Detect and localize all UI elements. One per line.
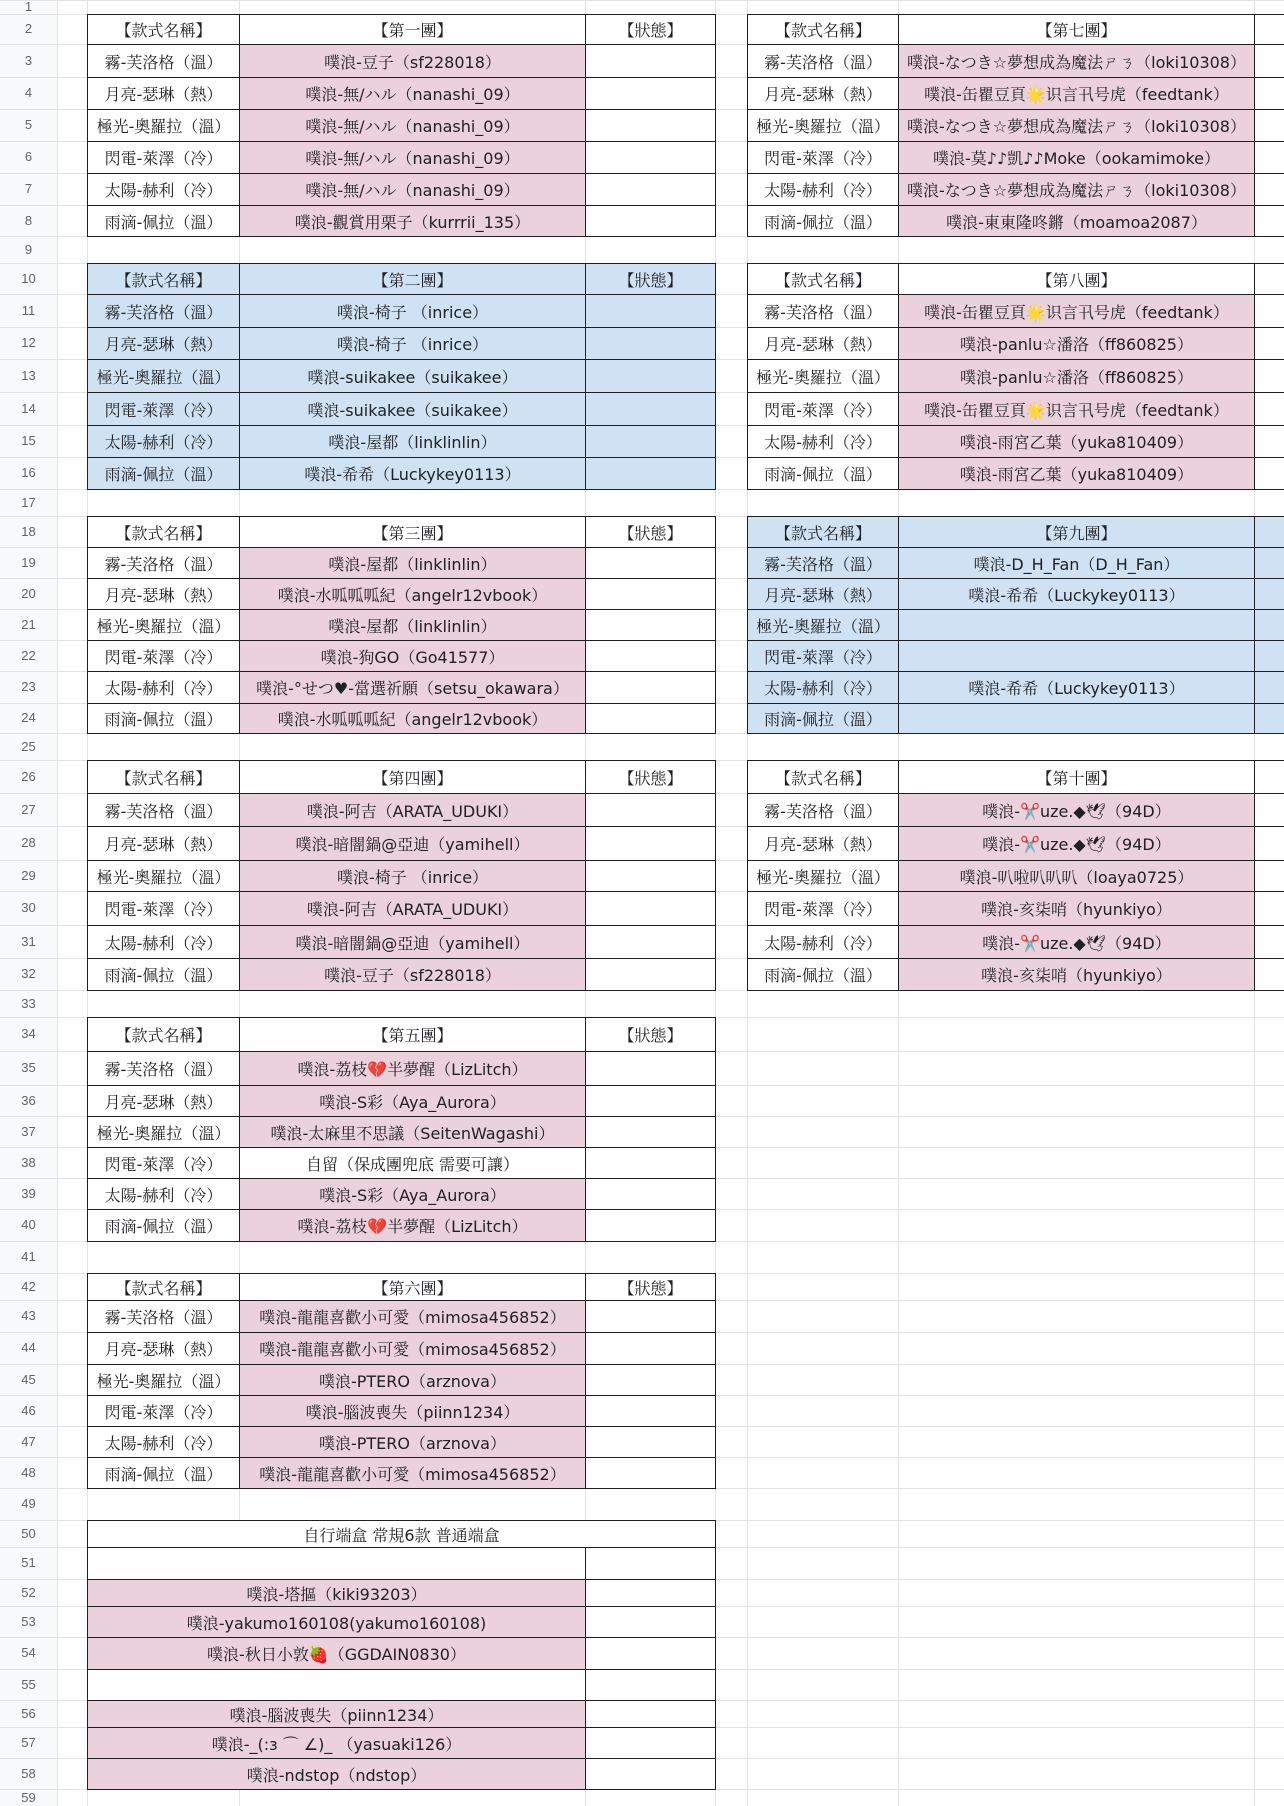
member-cell[interactable]: 噗浪-PTERO（arznova） xyxy=(239,1426,586,1458)
member-cell[interactable]: 噗浪-腦波喪失（piinn1234） xyxy=(239,1395,586,1427)
status-cell[interactable] xyxy=(585,891,716,926)
member-cell[interactable]: 噗浪-椅子 （inrice） xyxy=(239,860,586,892)
status-cell[interactable] xyxy=(1254,891,1284,926)
member-cell[interactable]: 噗浪-S彩（Aya_Aurora） xyxy=(239,1085,586,1117)
status-cell[interactable] xyxy=(1254,860,1284,892)
style-name-cell[interactable]: 霧-芙洛格（溫） xyxy=(87,294,240,328)
style-name-cell[interactable]: 閃電-萊澤（冷） xyxy=(747,392,899,426)
member-cell[interactable]: 噗浪-雨宮乙葉（yuka810409） xyxy=(898,425,1255,458)
member-cell[interactable]: 噗浪-希希（Luckykey0113） xyxy=(239,457,586,490)
member-cell[interactable] xyxy=(898,640,1255,672)
status-cell[interactable] xyxy=(1254,392,1284,426)
style-header-cell: 【款式名稱】 xyxy=(87,1017,240,1052)
status-cell[interactable] xyxy=(1254,205,1284,237)
row-number[interactable]: 18 xyxy=(21,524,36,539)
status-header-cell: 【狀態】 xyxy=(585,1017,716,1052)
member-cell[interactable]: 噗浪-椅子 （inrice） xyxy=(239,327,586,360)
status-cell[interactable] xyxy=(1254,173,1284,206)
group-title: 【第八團】 xyxy=(898,263,1255,295)
style-name-cell[interactable]: 月亮-瑟琳（熱） xyxy=(87,1332,240,1365)
member-cell[interactable]: 噗浪-亥柒哨（hyunkiyo） xyxy=(898,891,1255,926)
style-name-cell[interactable]: 雨滴-佩拉（溫） xyxy=(87,457,240,490)
status-cell[interactable] xyxy=(1254,640,1284,672)
row-number[interactable]: 8 xyxy=(24,213,33,228)
row-number[interactable]: 6 xyxy=(24,149,33,164)
style-name-cell[interactable]: 霧-芙洛格（溫） xyxy=(87,793,240,827)
row-number[interactable]: 17 xyxy=(21,495,36,510)
member-cell[interactable]: 噗浪-水呱呱呱紀（angelr12vbook） xyxy=(239,703,586,734)
group-title: 【第一團】 xyxy=(239,14,586,45)
member-cell[interactable]: 噗浪-阿吉（ARATA_UDUKI） xyxy=(239,891,586,926)
status-cell[interactable] xyxy=(1254,609,1284,641)
member-cell[interactable]: 噗浪-屋都（linklinlin） xyxy=(239,609,586,641)
style-name-cell[interactable]: 雨滴-佩拉（溫） xyxy=(747,205,899,237)
status-cell[interactable] xyxy=(585,77,716,110)
member-cell[interactable] xyxy=(898,703,1255,734)
style-name-cell[interactable]: 月亮-瑟琳（熱） xyxy=(87,826,240,861)
blank-cell[interactable] xyxy=(87,1547,586,1580)
row-number[interactable]: 40 xyxy=(21,1217,36,1232)
member-cell[interactable]: 噗浪-PTERO（arznova） xyxy=(239,1364,586,1396)
row-number[interactable]: 58 xyxy=(21,1766,36,1781)
member-cell[interactable]: 噗浪-なつき☆夢想成為魔法ㄕㄋ（loki10308） xyxy=(898,173,1255,206)
row-number[interactable]: 44 xyxy=(21,1340,36,1355)
blank-cell[interactable] xyxy=(585,1669,716,1701)
member-cell[interactable]: 噗浪-阿吉（ARATA_UDUKI） xyxy=(239,793,586,827)
status-cell[interactable] xyxy=(585,141,716,174)
style-header-cell: 【款式名稱】 xyxy=(747,263,899,295)
status-cell[interactable] xyxy=(585,826,716,861)
style-name-cell[interactable]: 太陽-赫利（冷） xyxy=(747,925,899,959)
row-number[interactable]: 46 xyxy=(21,1403,36,1418)
status-cell[interactable] xyxy=(585,173,716,206)
style-header-cell: 【款式名稱】 xyxy=(87,1273,240,1301)
row-number[interactable]: 51 xyxy=(21,1555,36,1570)
member-cell[interactable]: 噗浪-無/ハル（nanashi_09） xyxy=(239,173,586,206)
style-name-cell[interactable]: 太陽-赫利（冷） xyxy=(747,671,899,704)
status-cell[interactable] xyxy=(585,327,716,360)
status-cell[interactable] xyxy=(585,1085,716,1117)
member-cell[interactable]: 噗浪-東東隆咚鏘（moamoa2087） xyxy=(898,205,1255,237)
row-number[interactable]: 56 xyxy=(21,1706,36,1721)
status-cell[interactable] xyxy=(585,1727,716,1759)
row-number[interactable]: 10 xyxy=(21,271,36,286)
member-cell[interactable]: 噗浪-狗GO（Go41577） xyxy=(239,640,586,672)
status-cell[interactable] xyxy=(1254,671,1284,704)
row-number[interactable]: 25 xyxy=(21,739,36,754)
status-cell[interactable] xyxy=(585,640,716,672)
member-cell[interactable]: 噗浪-缶瞿豆頁🌟识言卂号虎（feedtank） xyxy=(898,77,1255,110)
row-number[interactable]: 42 xyxy=(21,1279,36,1294)
row-number[interactable]: 20 xyxy=(21,586,36,601)
row-number[interactable]: 3 xyxy=(24,53,33,68)
member-cell[interactable]: 噗浪-暗闇鍋@亞迪（yamihell） xyxy=(239,826,586,861)
status-cell[interactable] xyxy=(1254,327,1284,360)
status-cell[interactable] xyxy=(585,1209,716,1242)
member-cell[interactable]: 噗浪-椅子 （inrice） xyxy=(239,294,586,328)
status-cell[interactable] xyxy=(1254,958,1284,991)
row-number[interactable]: 35 xyxy=(21,1060,36,1075)
style-name-cell[interactable]: 雨滴-佩拉（溫） xyxy=(87,958,240,991)
status-header-cell: 【狀態】 xyxy=(585,760,716,794)
row-number[interactable]: 9 xyxy=(24,242,33,257)
group-title: 【第九團】 xyxy=(898,516,1255,548)
style-name-cell[interactable]: 雨滴-佩拉（溫） xyxy=(747,703,899,734)
gridline-vertical xyxy=(57,0,58,1806)
status-cell[interactable] xyxy=(1254,77,1284,110)
row-number[interactable]: 39 xyxy=(21,1186,36,1201)
member-cell[interactable]: 噗浪-無/ハル（nanashi_09） xyxy=(239,77,586,110)
gridline-horizontal xyxy=(0,0,1284,1)
row-number[interactable]: 59 xyxy=(21,1790,36,1805)
status-cell[interactable] xyxy=(585,1700,716,1728)
row-number[interactable]: 43 xyxy=(21,1308,36,1323)
status-cell[interactable] xyxy=(585,958,716,991)
row-number[interactable]: 21 xyxy=(21,617,36,632)
row-number[interactable]: 5 xyxy=(24,117,33,132)
member-cell[interactable]: 噗浪-荔枝💔半夢醒（LizLitch） xyxy=(239,1051,586,1086)
member-cell[interactable]: 噗浪-莫♪♪凱♪♪Moke（ookamimoke） xyxy=(898,141,1255,174)
member-cell[interactable]: 噗浪-suikakee（suikakee） xyxy=(239,392,586,426)
style-name-cell[interactable]: 極光-奧羅拉（溫） xyxy=(87,1364,240,1396)
style-name-cell[interactable]: 極光-奧羅拉（溫） xyxy=(87,359,240,393)
box-member-cell[interactable]: 噗浪-ndstop（ndstop） xyxy=(87,1758,586,1790)
status-cell[interactable] xyxy=(1254,425,1284,458)
style-name-cell[interactable]: 雨滴-佩拉（溫） xyxy=(87,1457,240,1489)
row-number[interactable]: 7 xyxy=(24,181,33,196)
status-header-cell: 【狀態】 xyxy=(585,263,716,295)
status-cell[interactable] xyxy=(585,359,716,393)
style-name-cell[interactable]: 閃電-萊澤（冷） xyxy=(87,1147,240,1179)
member-cell[interactable]: 噗浪-無/ハル（nanashi_09） xyxy=(239,109,586,142)
blank-cell[interactable] xyxy=(87,1669,586,1701)
row-number[interactable]: 16 xyxy=(21,465,36,480)
member-cell[interactable]: 噗浪-屋都（linklinlin） xyxy=(239,547,586,579)
row-number[interactable]: 50 xyxy=(21,1526,36,1541)
member-cell[interactable]: 噗浪-希希（Luckykey0113） xyxy=(898,671,1255,704)
member-cell[interactable]: 噗浪-希希（Luckykey0113） xyxy=(898,578,1255,610)
row-number[interactable]: 12 xyxy=(21,335,36,350)
status-cell[interactable] xyxy=(585,1051,716,1086)
row-number[interactable]: 34 xyxy=(21,1026,36,1041)
style-name-cell[interactable]: 閃電-萊澤（冷） xyxy=(747,640,899,672)
style-name-cell[interactable]: 月亮-瑟琳（熱） xyxy=(87,578,240,610)
status-cell[interactable] xyxy=(585,1178,716,1210)
group-title: 【第六團】 xyxy=(239,1273,586,1301)
status-header-cell: 【狀態】 xyxy=(585,14,716,45)
status-cell[interactable] xyxy=(585,1116,716,1148)
row-number[interactable]: 31 xyxy=(21,934,36,949)
style-name-cell[interactable]: 太陽-赫利（冷） xyxy=(87,425,240,458)
group-title: 【第四團】 xyxy=(239,760,586,794)
style-name-cell[interactable]: 極光-奧羅拉（溫） xyxy=(87,609,240,641)
style-name-cell[interactable]: 太陽-赫利（冷） xyxy=(87,173,240,206)
member-cell[interactable]: 噗浪-叭啦叭叭叭（loaya0725） xyxy=(898,860,1255,892)
status-cell[interactable] xyxy=(585,1606,716,1638)
status-header-cell: 【狀態】 xyxy=(585,1273,716,1301)
member-cell[interactable]: 噗浪-なつき☆夢想成為魔法ㄕㄋ（loki10308） xyxy=(898,109,1255,142)
status-cell[interactable] xyxy=(1254,547,1284,579)
member-cell[interactable]: 噗浪-S彩（Aya_Aurora） xyxy=(239,1178,586,1210)
group-title: 【第五團】 xyxy=(239,1017,586,1052)
status-cell[interactable] xyxy=(585,392,716,426)
style-name-cell[interactable]: 閃電-萊澤（冷） xyxy=(87,1395,240,1427)
status-cell[interactable] xyxy=(585,1300,716,1333)
status-cell[interactable] xyxy=(585,1364,716,1396)
style-name-cell[interactable]: 雨滴-佩拉（溫） xyxy=(87,703,240,734)
member-cell[interactable]: 噗浪-暗闇鍋@亞迪（yamihell） xyxy=(239,925,586,959)
group-title: 【第七團】 xyxy=(898,14,1255,45)
row-number[interactable]: 30 xyxy=(21,900,36,915)
status-column-cell xyxy=(1254,760,1284,794)
style-name-cell[interactable]: 太陽-赫利（冷） xyxy=(87,671,240,704)
row-number[interactable]: 33 xyxy=(21,996,36,1011)
box-member-cell[interactable]: 噗浪-塔摳（kiki93203） xyxy=(87,1579,586,1607)
style-name-cell[interactable]: 月亮-瑟琳（熱） xyxy=(87,1085,240,1117)
member-cell[interactable]: 噗浪-觀賞用栗子（kurrrii_135） xyxy=(239,205,586,237)
status-cell[interactable] xyxy=(1254,141,1284,174)
member-cell[interactable] xyxy=(898,609,1255,641)
style-header-cell: 【款式名稱】 xyxy=(87,14,240,45)
box-member-cell[interactable]: 噗浪-秋日小敦🍓（GGDAIN0830） xyxy=(87,1637,586,1670)
member-cell[interactable]: 噗浪-豆子（sf228018） xyxy=(239,958,586,991)
group-title: 【第十團】 xyxy=(898,760,1255,794)
style-name-cell[interactable]: 雨滴-佩拉（溫） xyxy=(87,205,240,237)
member-cell[interactable]: 噗浪-雨宮乙葉（yuka810409） xyxy=(898,457,1255,490)
style-name-cell[interactable]: 月亮-瑟琳（熱） xyxy=(87,77,240,110)
style-header-cell: 【款式名稱】 xyxy=(747,516,899,548)
status-cell[interactable] xyxy=(585,205,716,237)
style-name-cell[interactable]: 極光-奧羅拉（溫） xyxy=(747,609,899,641)
row-number[interactable]: 52 xyxy=(21,1585,36,1600)
box-section-title: 自行端盒 常規6款 普通端盒 xyxy=(87,1520,716,1548)
status-cell[interactable] xyxy=(1254,826,1284,861)
style-name-cell[interactable]: 月亮-瑟琳（熱） xyxy=(87,327,240,360)
row-number[interactable]: 24 xyxy=(21,710,36,725)
style-name-cell[interactable]: 極光-奧羅拉（溫） xyxy=(747,109,899,142)
style-header-cell: 【款式名稱】 xyxy=(87,263,240,295)
style-header-cell: 【款式名稱】 xyxy=(747,760,899,794)
row-number[interactable]: 55 xyxy=(21,1677,36,1692)
row-number[interactable]: 2 xyxy=(24,21,33,36)
style-name-cell[interactable]: 極光-奧羅拉（溫） xyxy=(747,860,899,892)
style-name-cell[interactable]: 極光-奧羅拉（溫） xyxy=(87,109,240,142)
row-number[interactable]: 29 xyxy=(21,868,36,883)
style-name-cell[interactable]: 霧-芙洛格（溫） xyxy=(87,547,240,579)
row-number[interactable]: 26 xyxy=(21,769,36,784)
style-name-cell[interactable]: 太陽-赫利（冷） xyxy=(747,425,899,458)
status-cell[interactable] xyxy=(585,109,716,142)
status-cell[interactable] xyxy=(585,671,716,704)
style-name-cell[interactable]: 閃電-萊澤（冷） xyxy=(747,891,899,926)
row-number[interactable]: 11 xyxy=(21,303,36,318)
member-cell[interactable]: 噗浪-D_H_Fan（D_H_Fan） xyxy=(898,547,1255,579)
status-cell[interactable] xyxy=(1254,109,1284,142)
style-name-cell[interactable]: 雨滴-佩拉（溫） xyxy=(87,1209,240,1242)
row-number[interactable]: 49 xyxy=(21,1496,36,1511)
status-cell[interactable] xyxy=(585,1395,716,1427)
row-number[interactable]: 22 xyxy=(21,648,36,663)
style-header-cell: 【款式名稱】 xyxy=(747,14,899,45)
status-cell[interactable] xyxy=(585,793,716,827)
row-number[interactable]: 19 xyxy=(21,555,36,570)
status-cell[interactable] xyxy=(585,578,716,610)
style-name-cell[interactable]: 霧-芙洛格（溫） xyxy=(747,44,899,78)
style-name-cell[interactable]: 閃電-萊澤（冷） xyxy=(87,392,240,426)
style-name-cell[interactable]: 極光-奧羅拉（溫） xyxy=(87,1116,240,1148)
status-cell[interactable] xyxy=(585,1457,716,1489)
row-number[interactable]: 48 xyxy=(21,1465,36,1480)
row-number[interactable]: 15 xyxy=(21,433,36,448)
style-name-cell[interactable]: 雨滴-佩拉（溫） xyxy=(747,958,899,991)
status-cell[interactable] xyxy=(585,925,716,959)
status-cell[interactable] xyxy=(1254,44,1284,78)
status-cell[interactable] xyxy=(585,294,716,328)
box-member-cell[interactable]: 噗浪-yakumo160108(yakumo160108) xyxy=(87,1606,586,1638)
style-name-cell[interactable]: 太陽-赫利（冷） xyxy=(87,925,240,959)
status-cell[interactable] xyxy=(1254,925,1284,959)
box-member-cell[interactable]: 噗浪-_(:з ⌒ ∠)_ （yasuaki126） xyxy=(87,1727,586,1759)
style-name-cell[interactable]: 閃電-萊澤（冷） xyxy=(747,141,899,174)
member-cell[interactable]: 噗浪-✂️uze.◆🕊（94D） xyxy=(898,793,1255,827)
status-cell[interactable] xyxy=(1254,457,1284,490)
style-name-cell[interactable]: 極光-奧羅拉（溫） xyxy=(747,359,899,393)
member-cell[interactable]: 噗浪-✂️uze.◆🕊（94D） xyxy=(898,925,1255,959)
style-name-cell[interactable]: 太陽-赫利（冷） xyxy=(747,173,899,206)
status-cell[interactable] xyxy=(585,44,716,78)
member-cell[interactable]: 噗浪-荔枝💔半夢醒（LizLitch） xyxy=(239,1209,586,1242)
row-number[interactable]: 14 xyxy=(21,401,36,416)
row-number[interactable]: 41 xyxy=(21,1249,36,1264)
member-cell[interactable]: 噗浪-panlu☆潘洛（ff860825） xyxy=(898,327,1255,360)
status-cell[interactable] xyxy=(585,1147,716,1179)
row-number[interactable]: 27 xyxy=(21,802,36,817)
status-header-cell: 【狀態】 xyxy=(585,516,716,548)
status-cell[interactable] xyxy=(585,703,716,734)
row-number[interactable]: 28 xyxy=(21,835,36,850)
blank-cell[interactable] xyxy=(585,1547,716,1580)
member-cell[interactable]: 噗浪-屋都（linklinlin） xyxy=(239,425,586,458)
member-cell[interactable]: 噗浪-亥柒哨（hyunkiyo） xyxy=(898,958,1255,991)
box-member-cell[interactable]: 噗浪-腦波喪失（piinn1234） xyxy=(87,1700,586,1728)
group-title: 【第三團】 xyxy=(239,516,586,548)
style-name-cell[interactable]: 月亮-瑟琳（熱） xyxy=(747,578,899,610)
row-number[interactable]: 4 xyxy=(24,85,33,100)
status-cell[interactable] xyxy=(585,1579,716,1607)
status-column-cell xyxy=(1254,14,1284,45)
style-name-cell[interactable]: 霧-芙洛格（溫） xyxy=(87,1300,240,1333)
status-cell[interactable] xyxy=(585,1758,716,1790)
row-number[interactable]: 23 xyxy=(21,679,36,694)
style-name-cell[interactable]: 閃電-萊澤（冷） xyxy=(87,141,240,174)
style-name-cell[interactable]: 閃電-萊澤（冷） xyxy=(87,640,240,672)
member-cell[interactable]: 噗浪-龍龍喜歡小可愛（mimosa456852） xyxy=(239,1457,586,1489)
row-number[interactable]: 13 xyxy=(21,368,36,383)
row-number[interactable]: 32 xyxy=(21,966,36,981)
member-cell[interactable]: 噗浪-なつき☆夢想成為魔法ㄕㄋ（loki10308） xyxy=(898,44,1255,78)
member-cell[interactable]: 噗浪-✂️uze.◆🕊（94D） xyxy=(898,826,1255,861)
member-cell[interactable]: 噗浪-°せつ♥-當選祈願（setsu_okawara） xyxy=(239,671,586,704)
row-number[interactable]: 36 xyxy=(21,1093,36,1108)
status-cell[interactable] xyxy=(585,1332,716,1365)
row-number[interactable]: 57 xyxy=(21,1735,36,1750)
status-cell[interactable] xyxy=(1254,703,1284,734)
row-number[interactable]: 45 xyxy=(21,1372,36,1387)
style-name-cell[interactable]: 月亮-瑟琳（熱） xyxy=(747,327,899,360)
status-column-cell xyxy=(1254,263,1284,295)
style-name-cell[interactable]: 霧-芙洛格（溫） xyxy=(747,793,899,827)
row-number[interactable]: 1 xyxy=(24,0,33,14)
member-cell[interactable]: 自留（保成團兜底 需要可讓） xyxy=(239,1147,586,1179)
style-name-cell[interactable]: 霧-芙洛格（溫） xyxy=(747,294,899,328)
status-cell[interactable] xyxy=(585,1637,716,1670)
member-cell[interactable]: 噗浪-龍龍喜歡小可愛（mimosa456852） xyxy=(239,1300,586,1333)
style-header-cell: 【款式名稱】 xyxy=(87,516,240,548)
member-cell[interactable]: 噗浪-龍龍喜歡小可愛（mimosa456852） xyxy=(239,1332,586,1365)
group-title: 【第二團】 xyxy=(239,263,586,295)
status-cell[interactable] xyxy=(1254,359,1284,393)
member-cell[interactable]: 噗浪-缶瞿豆頁🌟识言卂号虎（feedtank） xyxy=(898,294,1255,328)
status-cell[interactable] xyxy=(585,609,716,641)
style-name-cell[interactable]: 太陽-赫利（冷） xyxy=(87,1178,240,1210)
style-name-cell[interactable]: 閃電-萊澤（冷） xyxy=(87,891,240,926)
status-cell[interactable] xyxy=(1254,578,1284,610)
style-name-cell[interactable]: 霧-芙洛格（溫） xyxy=(87,44,240,78)
row-number[interactable]: 47 xyxy=(21,1434,36,1449)
member-cell[interactable]: 噗浪-缶瞿豆頁🌟识言卂号虎（feedtank） xyxy=(898,392,1255,426)
status-cell[interactable] xyxy=(1254,793,1284,827)
style-name-cell[interactable]: 太陽-赫利（冷） xyxy=(87,1426,240,1458)
status-cell[interactable] xyxy=(585,425,716,458)
member-cell[interactable]: 噗浪-水呱呱呱紀（angelr12vbook） xyxy=(239,578,586,610)
style-name-cell[interactable]: 雨滴-佩拉（溫） xyxy=(747,457,899,490)
member-cell[interactable]: 噗浪-豆子（sf228018） xyxy=(239,44,586,78)
member-cell[interactable]: 噗浪-panlu☆潘洛（ff860825） xyxy=(898,359,1255,393)
style-name-cell[interactable]: 月亮-瑟琳（熱） xyxy=(747,77,899,110)
style-name-cell[interactable]: 霧-芙洛格（溫） xyxy=(87,1051,240,1086)
status-cell[interactable] xyxy=(585,1426,716,1458)
status-cell[interactable] xyxy=(1254,294,1284,328)
member-cell[interactable]: 噗浪-無/ハル（nanashi_09） xyxy=(239,141,586,174)
row-number[interactable]: 37 xyxy=(21,1124,36,1139)
status-cell[interactable] xyxy=(585,547,716,579)
style-name-cell[interactable]: 月亮-瑟琳（熱） xyxy=(747,826,899,861)
status-column-cell xyxy=(1254,516,1284,548)
style-name-cell[interactable]: 霧-芙洛格（溫） xyxy=(747,547,899,579)
member-cell[interactable]: 噗浪-太麻里不思議（SeitenWagashi） xyxy=(239,1116,586,1148)
member-cell[interactable]: 噗浪-suikakee（suikakee） xyxy=(239,359,586,393)
style-header-cell: 【款式名稱】 xyxy=(87,760,240,794)
status-cell[interactable] xyxy=(585,457,716,490)
row-number[interactable]: 54 xyxy=(21,1645,36,1660)
status-cell[interactable] xyxy=(585,860,716,892)
row-number[interactable]: 38 xyxy=(21,1155,36,1170)
style-name-cell[interactable]: 極光-奧羅拉（溫） xyxy=(87,860,240,892)
row-number[interactable]: 53 xyxy=(21,1614,36,1629)
